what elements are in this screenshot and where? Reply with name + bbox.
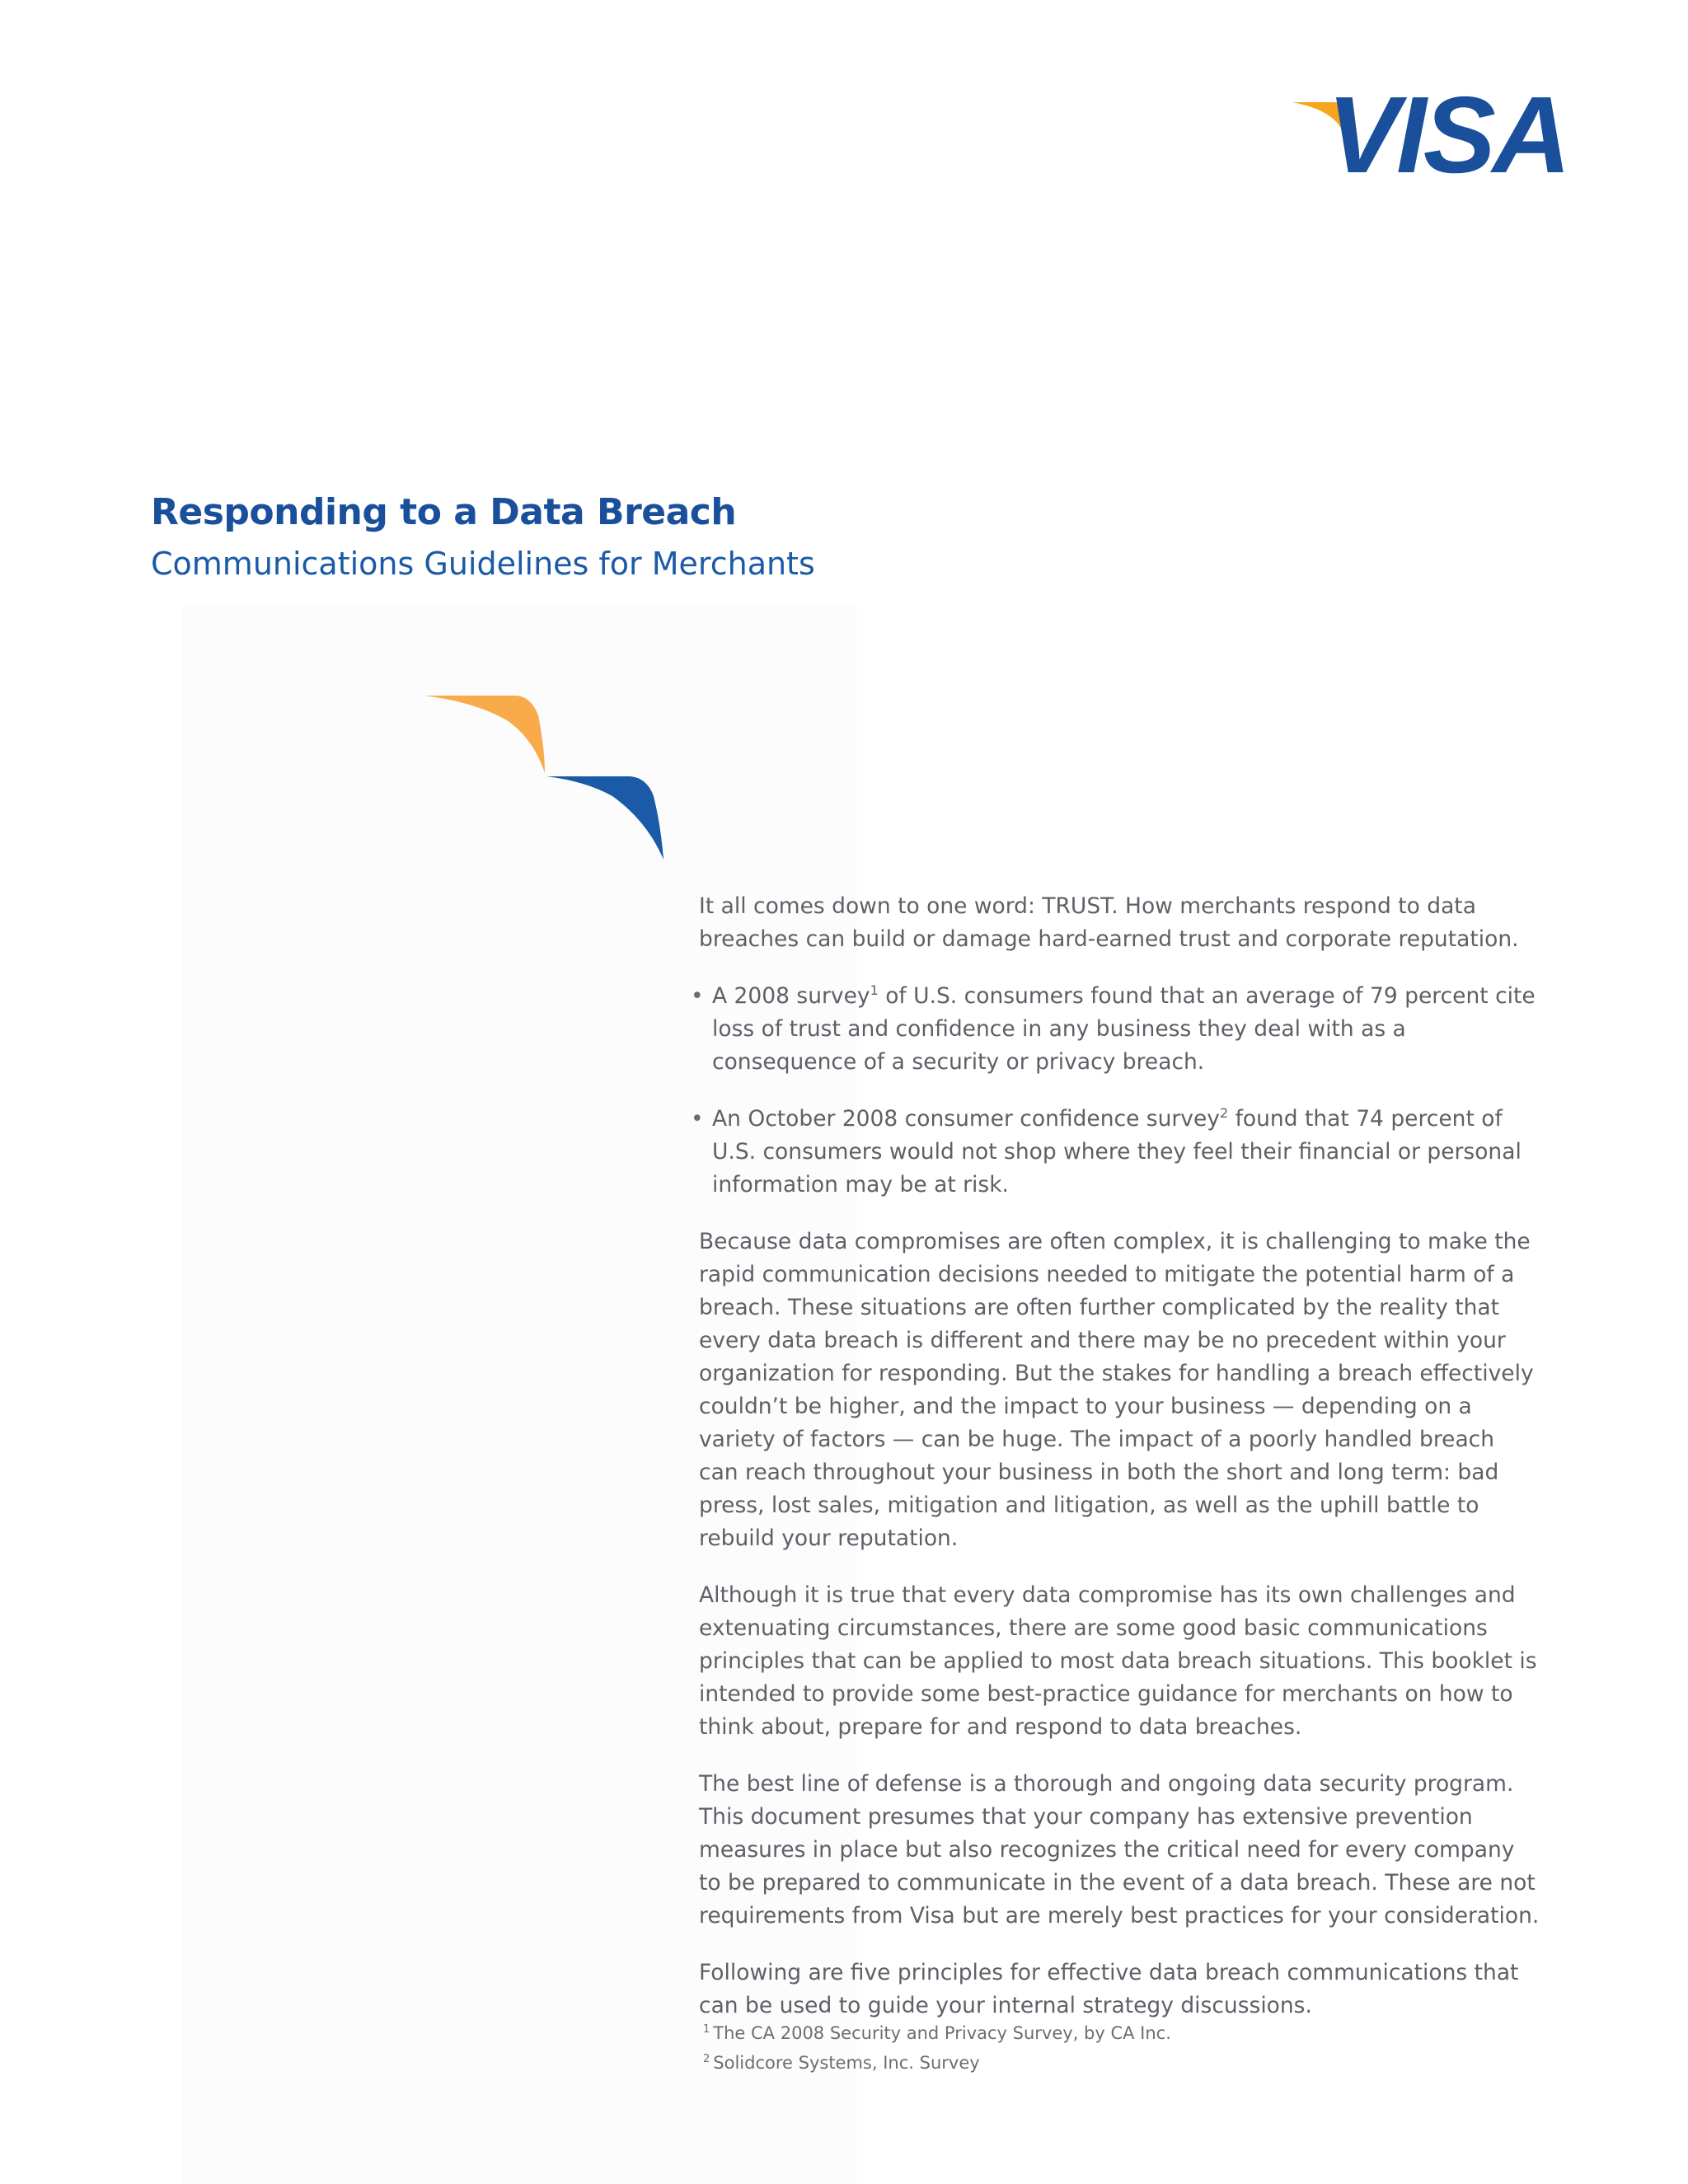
footnote-mark: 2 <box>703 2053 710 2065</box>
bullet-text: of U.S. consumers found that an average of 79 percent cite loss of trust and confidence in any business they deal with as a consequence of a security or privacy breach. <box>712 983 1536 1075</box>
body-paragraph: The best line of defense is a thorough and ongoing data security program. This document presumes that your company has extensive prevention measures in place but also recognizes the critical need for every company to be prepared to communicate in the event of a data breach. These are not requirements from Visa but are merely best practices for your consideration. <box>699 1771 1540 1929</box>
body-paragraph: Because data compromises are often complex, it is challenging to make the rapid communication decisions needed to mitigate the potential harm of a breach. These situations are often further complicated by the reality that every data breach is different and there may be no precedent within your organization for responding. But the stakes for handling a breach effectively couldn’t be higher, and the impact to your business — depending on a variety of factors — can be huge. The impact of a poorly handled breach can reach throughout your business in both the short and long term: bad press, lost sales, mitigation and litigation, as well as the uphill battle to rebuild your reputation. <box>699 1229 1534 1551</box>
list-item <box>699 1103 1540 1202</box>
footnote-text: Solidcore Systems, Inc. Survey <box>713 2053 980 2073</box>
page-title: Responding to a Data Breach <box>151 491 737 533</box>
body-paragraph: Following are five principles for effective data breach communications that can be used to guide your internal strategy discussions. <box>699 1960 1519 2018</box>
swoosh-decoration-icon <box>424 691 672 864</box>
footnote-ref: 2 <box>1219 1105 1229 1122</box>
footnote-ref: 1 <box>870 982 879 999</box>
body-content <box>699 890 1540 2046</box>
body-paragraph: Although it is true that every data compromise has its own challenges and extenuating circumstances, there are some good basic communications principles that can be applied to most data breach situations. This booklet is intended to provide some best-practice guidance for merchants on how to think about, prepare for and respond to data breaches. <box>699 1582 1537 1740</box>
visa-wordmark: VISA <box>1327 74 1568 195</box>
bullet-text: A 2008 survey <box>712 983 870 1009</box>
footnote-text: The CA 2008 Security and Privacy Survey, by CA Inc. <box>713 2023 1171 2043</box>
statistics-list <box>699 980 1540 1202</box>
visa-logo <box>1292 74 1573 195</box>
footnote-mark: 1 <box>703 2023 710 2036</box>
page-subtitle: Communications Guidelines for Merchants <box>151 546 815 582</box>
intro-paragraph: It all comes down to one word: TRUST. How merchants respond to data breaches can build or damage hard-earned trust and corporate reputation. <box>699 893 1519 952</box>
list-item <box>699 980 1540 1079</box>
footnote <box>703 2048 1171 2078</box>
bullet-text: found that 74 percent of U.S. consumers would not shop where they feel their financial or personal information may be at risk. <box>712 1106 1522 1197</box>
bullet-text: An October 2008 consumer confidence survey <box>712 1106 1220 1132</box>
footnotes <box>703 2018 1171 2078</box>
footnote <box>703 2018 1171 2048</box>
